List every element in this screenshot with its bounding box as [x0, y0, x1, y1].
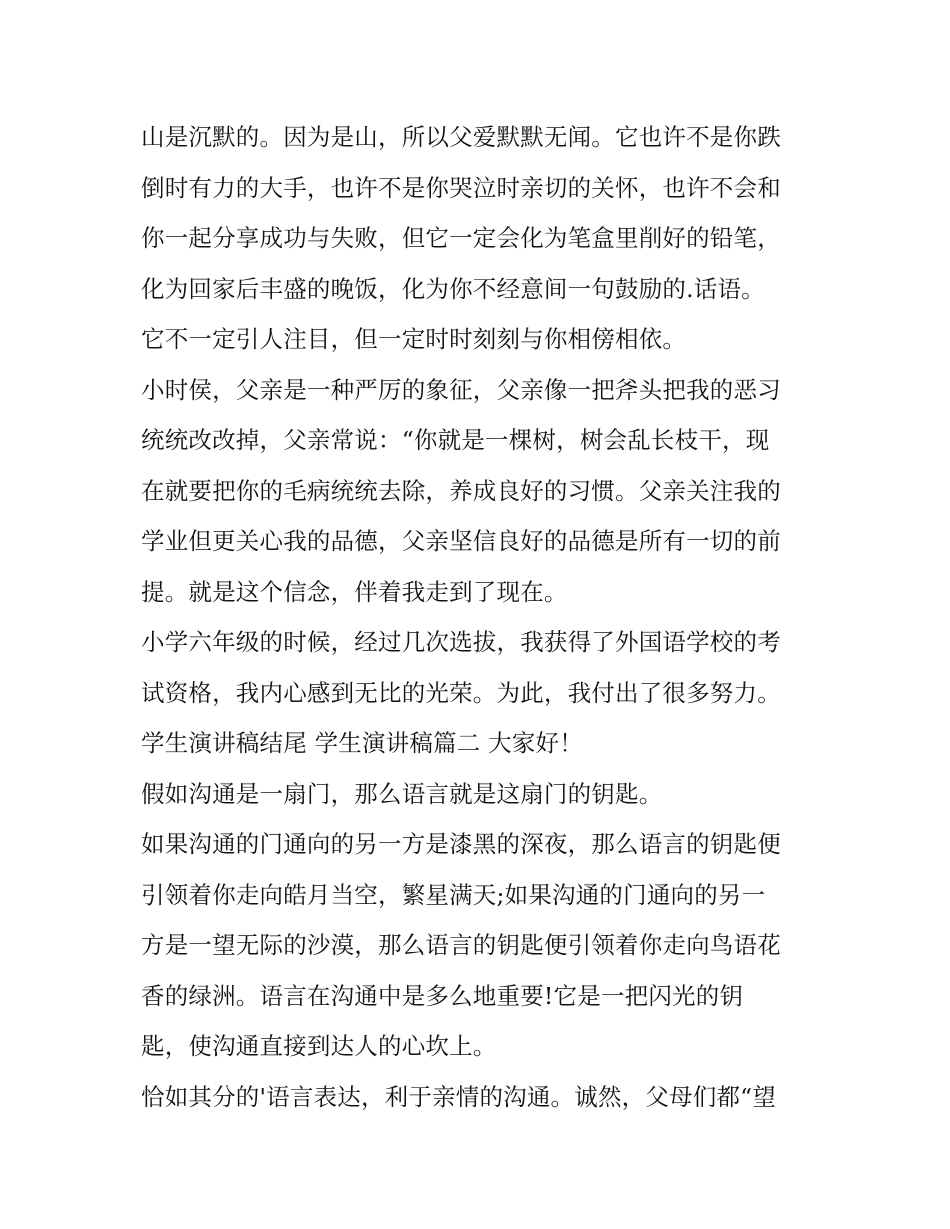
text-line-11: 小学六年级的时候，经过几次选拔，我获得了外国语学校的考: [141, 628, 781, 656]
text-line-6: 小时侯，父亲是一种严厉的象征，父亲像一把斧头把我的恶习: [141, 375, 781, 404]
text-line-13: 学生演讲稿结尾 学生演讲稿篇二 大家好！: [141, 729, 583, 757]
text-line-4: 化为回家后丰盛的晚饭，化为你不经意间一句鼓励的.话语。: [141, 274, 765, 303]
text-line-20: 恰如其分的'语言表达，利于亲情的沟通。诚然，父母们都“望: [141, 1082, 777, 1111]
text-line-14: 假如沟通是一扇门，那么语言就是这扇门的钥匙。: [141, 779, 663, 808]
text-line-1: 山是沉默的。因为是山，所以父爱默默无闻。它也许不是你跌: [141, 123, 781, 151]
text-line-7: 统统改改掉，父亲常说：“你就是一棵树，树会乱长枝干，现: [141, 426, 770, 454]
text-line-18: 香的绿洲。语言在沟通中是多么地重要!它是一把闪光的钥: [141, 981, 744, 1010]
text-line-3: 你一起分享成功与失败，但它一定会化为笔盒里削好的铅笔，: [141, 224, 781, 252]
text-line-15: 如果沟通的门通向的另一方是漆黑的深夜，那么语言的钥匙便: [141, 830, 781, 858]
body-text: [141, 112, 821, 1122]
text-line-8: 在就要把你的毛病统统去除，养成良好的习惯。父亲关注我的: [141, 476, 781, 505]
text-line-5: 它不一定引人注目，但一定时时刻刻与你相傍相依。: [141, 325, 687, 353]
text-line-12: 试资格，我内心感到无比的光荣。为此，我付出了很多努力。: [141, 678, 781, 707]
text-line-19: 匙，使沟通直接到达人的心坎上。: [141, 1032, 497, 1060]
text-line-17: 方是一望无际的沙漠，那么语言的钥匙便引领着你走向鸟语花: [141, 931, 781, 959]
text-line-2: 倒时有力的大手，也许不是你哭泣时亲切的关怀，也许不会和: [141, 173, 781, 202]
text-line-10: 提。就是这个信念，伴着我走到了现在。: [141, 577, 568, 606]
text-line-9: 学业但更关心我的品德，父亲坚信良好的品德是所有一切的前: [141, 527, 781, 555]
text-line-16: 引领着你走向皓月当空，繁星满天;如果沟通的门通向的另一: [141, 880, 766, 909]
